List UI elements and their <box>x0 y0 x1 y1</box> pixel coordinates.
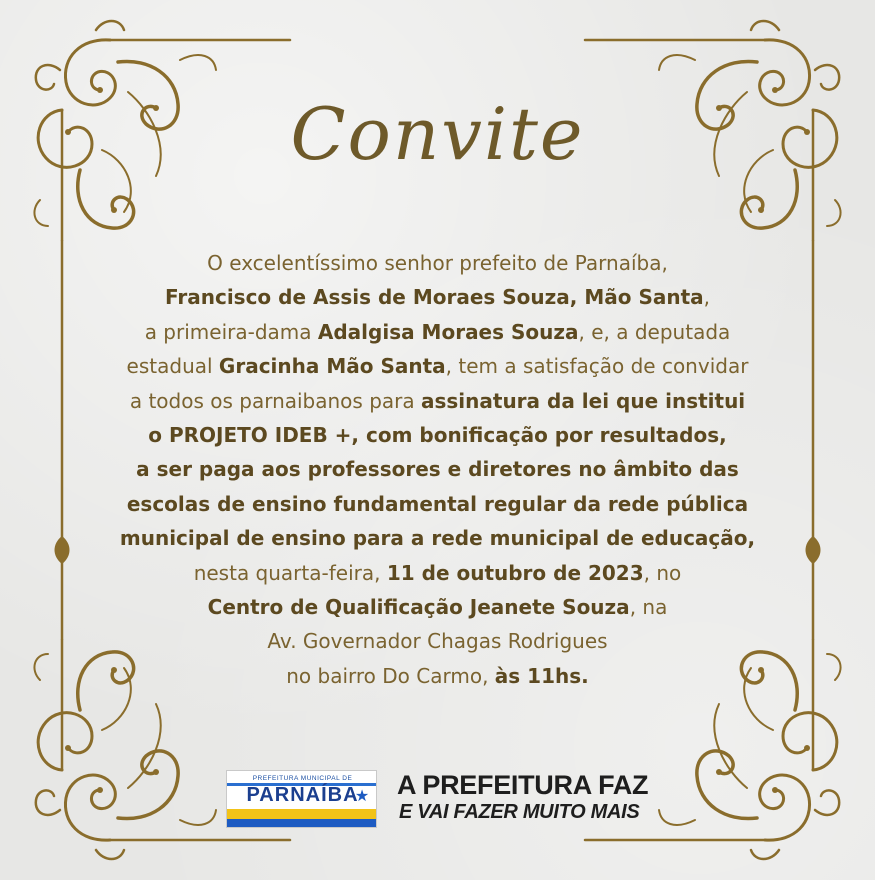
body-text-segment: a primeira-dama <box>144 319 318 344</box>
body-text-segment: , na <box>629 595 668 620</box>
body-text-segment: a todos os parnaibanos para <box>129 388 421 413</box>
body-text-segment: , e, a deputada <box>578 319 731 344</box>
body-line <box>40 384 835 418</box>
invitation-body <box>40 246 835 693</box>
body-line <box>40 487 835 521</box>
logo-main-text: PARNAÍBA <box>246 784 359 806</box>
slogan-line2: E VAI FAZER MUITO MAIS <box>399 801 640 823</box>
star-icon: ★ <box>354 786 370 805</box>
body-line <box>40 659 835 693</box>
body-text-segment: , no <box>643 560 682 585</box>
body-text-bold: Gracinha Mão Santa <box>218 354 446 379</box>
body-text-bold: a ser paga aos professores e diretores no âmbito das <box>136 457 739 482</box>
body-line <box>40 521 835 555</box>
body-text-bold: Centro de Qualificação Jeanete Souza <box>207 595 630 620</box>
body-text-segment: O excelentíssimo senhor prefeito de Parnaíba, <box>207 251 668 275</box>
body-line <box>40 590 835 624</box>
body-text-segment: Av. Governador Chagas Rodrigues <box>267 629 608 654</box>
body-line <box>40 246 835 280</box>
body-text-segment: nesta quarta-feira, <box>193 560 387 585</box>
body-line <box>40 280 835 314</box>
body-text-bold: 11 de outubro de 2023 <box>386 560 644 585</box>
slogan-line1: A PREFEITURA FAZ <box>397 770 649 800</box>
body-text-bold: escolas de ensino fundamental regular da rede pública <box>126 491 749 516</box>
body-text-segment: , tem a satisfação de convidar <box>445 354 749 379</box>
body-line <box>40 556 835 590</box>
body-text-bold: Adalgisa Moraes Souza <box>317 319 579 344</box>
body-line <box>40 349 835 383</box>
logo-stripe-blue <box>227 819 377 828</box>
body-text-bold: o PROJETO IDEB +, com bonificação por resultados, <box>148 423 727 448</box>
parnaiba-logo <box>226 770 377 828</box>
body-line <box>40 452 835 486</box>
body-text-bold: Francisco de Assis de Moraes Souza, Mão Santa <box>164 285 704 310</box>
body-text-bold: assinatura da lei que institui <box>420 388 746 413</box>
logo-stripe-yellow <box>227 809 377 819</box>
body-line <box>40 624 835 658</box>
body-text-bold: às 11hs. <box>494 663 589 688</box>
body-line <box>40 315 835 349</box>
body-text-bold: municipal de ensino para a rede municipal de educação, <box>119 526 756 551</box>
body-text-segment: no bairro Do Carmo, <box>286 663 495 688</box>
body-text-segment: , <box>703 285 711 310</box>
body-line <box>40 418 835 452</box>
body-text-segment: estadual <box>126 354 219 379</box>
invitation-title: Convite <box>290 92 585 176</box>
logo-small-text: PREFEITURA MUNICIPAL DE <box>252 775 353 782</box>
